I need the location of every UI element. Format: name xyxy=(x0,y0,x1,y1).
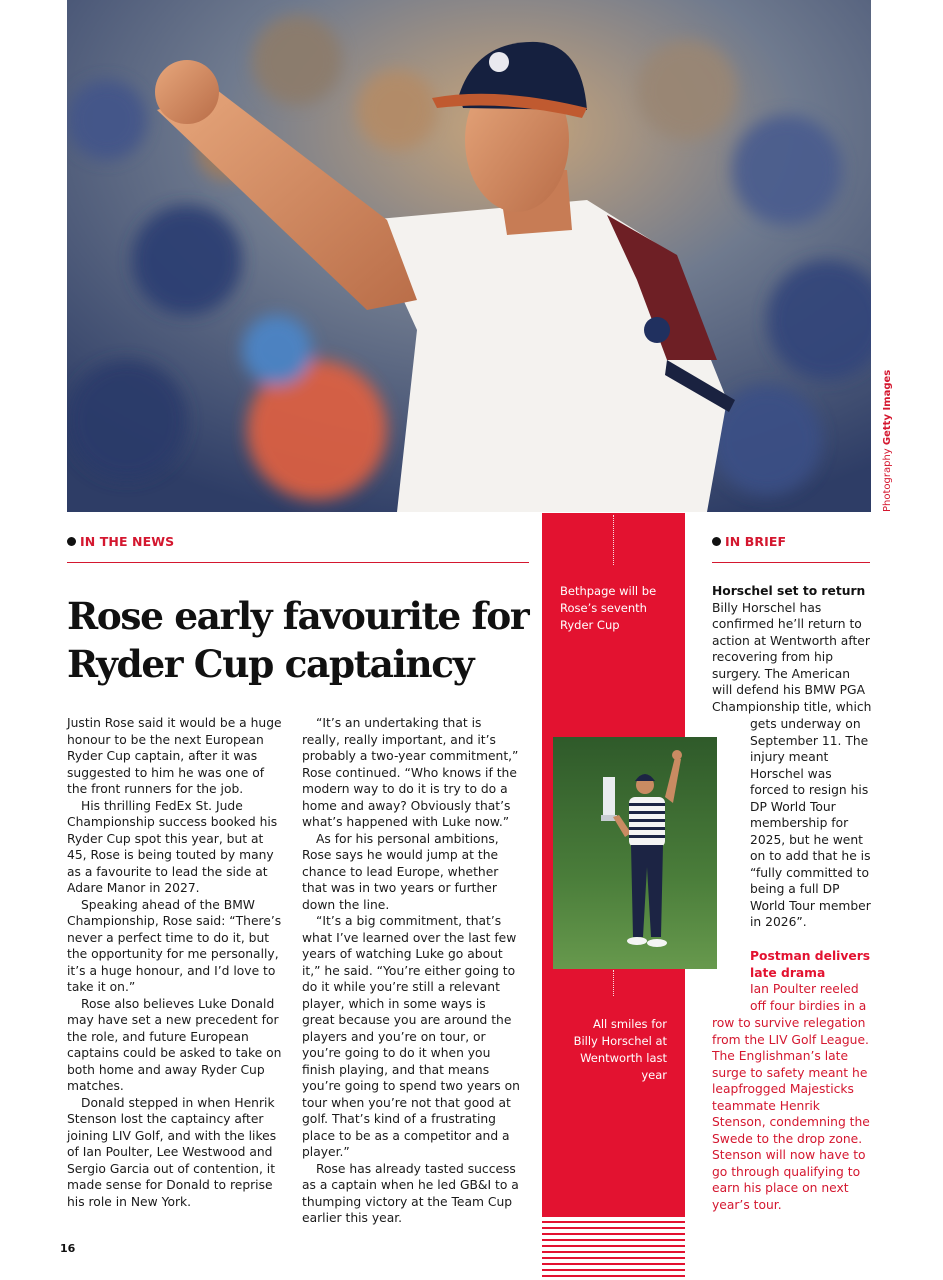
page-number: 16 xyxy=(60,1242,76,1255)
paragraph: As for his personal ambitions, Rose says he would jump at the chance to lead Europe, whether that was in two years or further down the line. xyxy=(302,831,499,912)
paragraph: His thrilling FedEx St. Jude Championship success booked his Ryder Cup spot this year, but at 45, Rose is being touted by many as a favourite to lead the side at Adare Manor in 2027. xyxy=(67,798,278,895)
headline-line-2: Ryder Cup captaincy xyxy=(67,642,474,686)
article-column-2 xyxy=(302,715,520,1227)
headline-line-1: Rose early favourite for xyxy=(67,594,529,638)
paragraph: “It’s an undertaking that is really, really important, and it’s probably a two-year commitment,” Rose continued. “Who knows if the modern way to do it is try to do a home and away? Obviously that’s what’s happened with Luke now.” xyxy=(302,716,519,829)
section-label-brief xyxy=(712,533,786,549)
brief-item-title: Horschel set to return xyxy=(712,584,866,598)
inset-photo-illustration xyxy=(553,737,717,969)
section-divider xyxy=(712,562,870,563)
photo-credit-name: Getty Images xyxy=(882,369,893,446)
section-label-text: IN THE NEWS xyxy=(80,533,175,549)
paragraph: Speaking ahead of the BMW Championship, Rose said: “There’s never a perfect time to do it, but the opportunity for me personally, it’s a huge honour, and I’d love to take it on.” xyxy=(67,897,282,994)
bullet-dot-icon xyxy=(712,537,721,546)
brief-item-1-continued: gets underway on September 11. The injury meant Horschel was forced to resign his DP World Tour membership for 2025, but he went on to add that he is “fully committed to being a full DP World Tour member in 2026”. xyxy=(750,717,871,929)
photo-credit xyxy=(880,369,896,512)
section-divider xyxy=(67,562,529,563)
paragraph: Donald stepped in when Henrik Stenson lost the captaincy after joining LIV Golf, and with the likes of Ian Poulter, Lee Westwood and Sergio Garcia out of contention, it made sense for Donald to reprise his role in New York. xyxy=(67,1095,277,1209)
brief-item-title: Postman delivers late drama xyxy=(750,949,871,980)
caption-top: Bethpage will be Rose’s seventh Ryder Cup xyxy=(560,584,657,632)
paragraph: Rose also believes Luke Donald may have set a new precedent for the role, and future European captains could be asked to take on both home and away Ryder Cup matches. xyxy=(67,996,282,1093)
brief-item-2 xyxy=(750,948,872,1014)
brief-item-text: Ian Poulter reeled off four birdies in a xyxy=(750,982,867,1013)
brief-item-text: Billy Horschel has confirmed he’ll return to action at Wentworth after recovering from hip surgery. The American will defend his BMW PGA Championship title, which xyxy=(712,600,872,714)
paragraph: “It’s a big commitment, that’s what I’ve learned over the last few years of watching Luke go about it,” he said. “You’re either going to do it while you’re still a relevant player, which in some ways is great because you are around the players and you’re on tour, or you’re going to do it when you finish playing, and that means you’re going to spend two years on tour when you’re not that good at golf. That’s kind of a frustrating place to be as a competitor and a player.” xyxy=(302,914,520,1159)
decorative-stripes xyxy=(542,1215,685,1277)
photo-credit-prefix: Photography xyxy=(882,448,893,512)
brief-item-1 xyxy=(712,583,872,715)
paragraph: Rose has already tasted success as a captain when he led GB&I to a thumping victory at the Team Cup earlier this year. xyxy=(302,1161,519,1225)
headline xyxy=(67,592,537,688)
hero-photo xyxy=(67,0,871,512)
paragraph: Justin Rose said it would be a huge honour to be the next European Ryder Cup captain, after it was suggested to him he was one of the front runners for the job. xyxy=(67,716,282,796)
dotted-leader-line xyxy=(613,970,614,996)
caption-bottom: All smiles for Billy Horschel at Wentworth last year xyxy=(573,1017,667,1082)
bullet-dot-icon xyxy=(67,537,76,546)
dotted-leader-line xyxy=(613,515,614,565)
section-label-news xyxy=(67,533,174,549)
section-label-text: IN BRIEF xyxy=(725,533,787,549)
hero-photo-illustration xyxy=(67,0,871,512)
brief-item-2-continued: row to survive relegation from the LIV Golf League. The Englishman’s late surge to safety meant he leapfrogged Majesticks teammate Henrik Stenson, condemning the Swede to the drop zone. Stenson will now have to go through qualifying to earn his place on next year’s tour. xyxy=(712,1016,870,1212)
inset-photo xyxy=(553,737,717,969)
article-column-1 xyxy=(67,715,285,1210)
